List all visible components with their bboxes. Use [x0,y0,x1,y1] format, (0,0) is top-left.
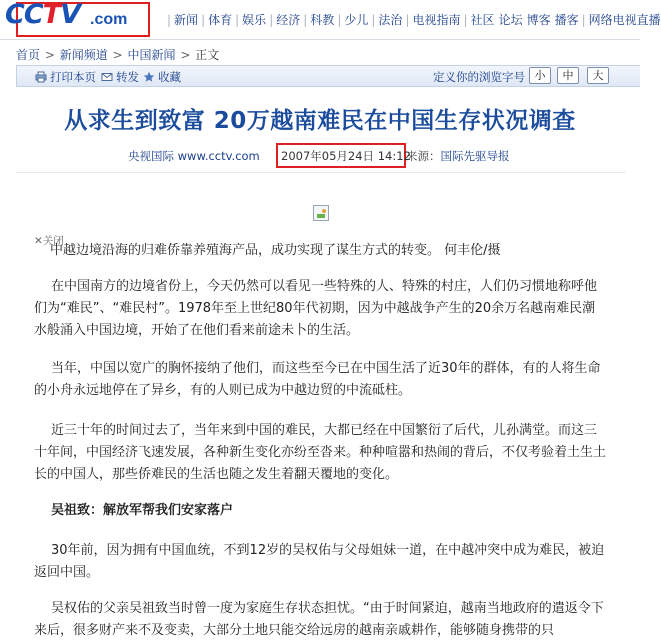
cctv-logo[interactable] [4,1,130,31]
origin-name[interactable]: 国际先驱导报 [440,149,510,163]
source-site: 央视国际 www.cctv.com [128,149,260,163]
close-icon: ✕ [34,235,43,247]
font-size-medium-button[interactable]: 中 [557,67,579,84]
breadcrumb: 首页 > 新闻频道 > 中国新闻 > 正文 [16,48,220,62]
print-label: 打印本页 [50,70,96,84]
site-header [0,0,661,40]
forward-label: 转发 [116,70,139,84]
mail-icon [101,71,113,83]
nav-item-science[interactable]: 科教 [310,13,335,27]
publish-date: 2007年05月24日 14:12 [281,149,411,163]
article-paragraph: 当年，中国以宽广的胸怀接纳了他们，而这些至今已在中国生活了近30年的群体，有的人将生命的小舟永远地停在了异乡，有的人则已成为中越边贸的中流砥柱。 [34,361,601,398]
article-paragraph: 近三十年的时间过去了，当年来到中国的难民，大都已经在中国繁衍了后代，儿孙满堂。而这三十年间，中国经济飞速发展，各种新生变化亦纷至沓来。种种喧嚣和热闹的背后，不仅考验着土生土长的中国人，那些侨难民的生活也随之发生着翻天覆地的变化。 [34,423,607,482]
nav-item-entertainment[interactable]: 娱乐 [242,13,267,27]
photo-caption: 中越边境沿海的归难侨靠养殖海产品，成功实现了谋生方式的转变。 何丰伦/摄 [50,243,501,258]
nav-item-news[interactable]: 新闻 [174,13,199,27]
article-source [128,148,260,164]
print-button[interactable] [35,69,96,85]
favorite-button[interactable] [143,69,181,85]
nav-item-blog[interactable]: 博客 [526,13,551,27]
breadcrumb-home[interactable]: 首页 [16,48,41,62]
nav-item-community[interactable]: 社区 [470,13,495,27]
logo-wordmark: CCTV [5,0,80,30]
close-ad-label: 关闭 [42,235,64,247]
top-navigation: | 新闻 | 体育 | 娱乐 | 经济 | 科教 | 少儿 | 法治 | 电视指南 | 社区 论坛 博客 播客 | 网络电视直播 [167,13,661,27]
article-paragraph: 30年前，因为拥有中国血统，不到12岁的吴权佑与父母姐妹一道，在中越冲突中成为难民，被迫返回中国。 [34,543,605,580]
forward-button[interactable] [101,69,139,85]
nav-item-law[interactable]: 法治 [378,13,403,27]
broken-image-icon [313,205,329,221]
article-paragraph: 在中国南方的边境省份上，今天仍然可以看见一些特殊的人、特殊的村庄，人们仍习惯地称呼他们为“难民”、“难民村”。1978年至上世纪80年代初期，因为中越战争产生的20余万名越南难民潮水般涌入中国边境，开始了在他们看来前途未卜的生活。 [34,279,598,338]
header-divider [16,172,626,173]
font-size-label: 定义你的浏览字号 [433,70,525,84]
favorite-label: 收藏 [158,70,181,84]
article-title: 从求生到致富 20万越南难民在中国生存状况调查 [64,108,576,134]
nav-item-podcast[interactable]: 播客 [554,13,579,27]
nav-item-tv-guide[interactable]: 电视指南 [412,13,461,27]
star-icon [143,71,155,83]
section-heading: 吴祖致：解放军帮我们安家落户 [51,503,234,518]
article-origin [406,148,510,164]
printer-icon [35,71,47,83]
nav-item-kids[interactable]: 少儿 [344,13,369,27]
logo-domain: .com [90,11,128,28]
breadcrumb-china-news[interactable]: 中国新闻 [127,48,176,62]
nav-item-forum[interactable]: 论坛 [498,13,523,27]
font-size-small-button[interactable]: 小 [529,67,551,84]
article-toolbar [16,65,640,87]
breadcrumb-current: 正文 [195,48,220,62]
nav-item-live-tv[interactable]: 网络电视直播 [588,13,661,27]
nav-item-sports[interactable]: 体育 [208,13,233,27]
origin-label: 来源： [406,149,441,163]
breadcrumb-news-channel[interactable]: 新闻频道 [59,48,108,62]
article-paragraph: 吴权佑的父亲吴祖致当时曾一度为家庭生存状态担忧。“由于时间紧迫，越南当地政府的遣返令下来后，很多财产来不及变卖，大部分土地只能交给远房的越南亲戚耕作，能够随身携带的只 [34,601,604,638]
nav-item-economy[interactable]: 经济 [276,13,301,27]
font-size-large-button[interactable]: 大 [587,67,609,84]
